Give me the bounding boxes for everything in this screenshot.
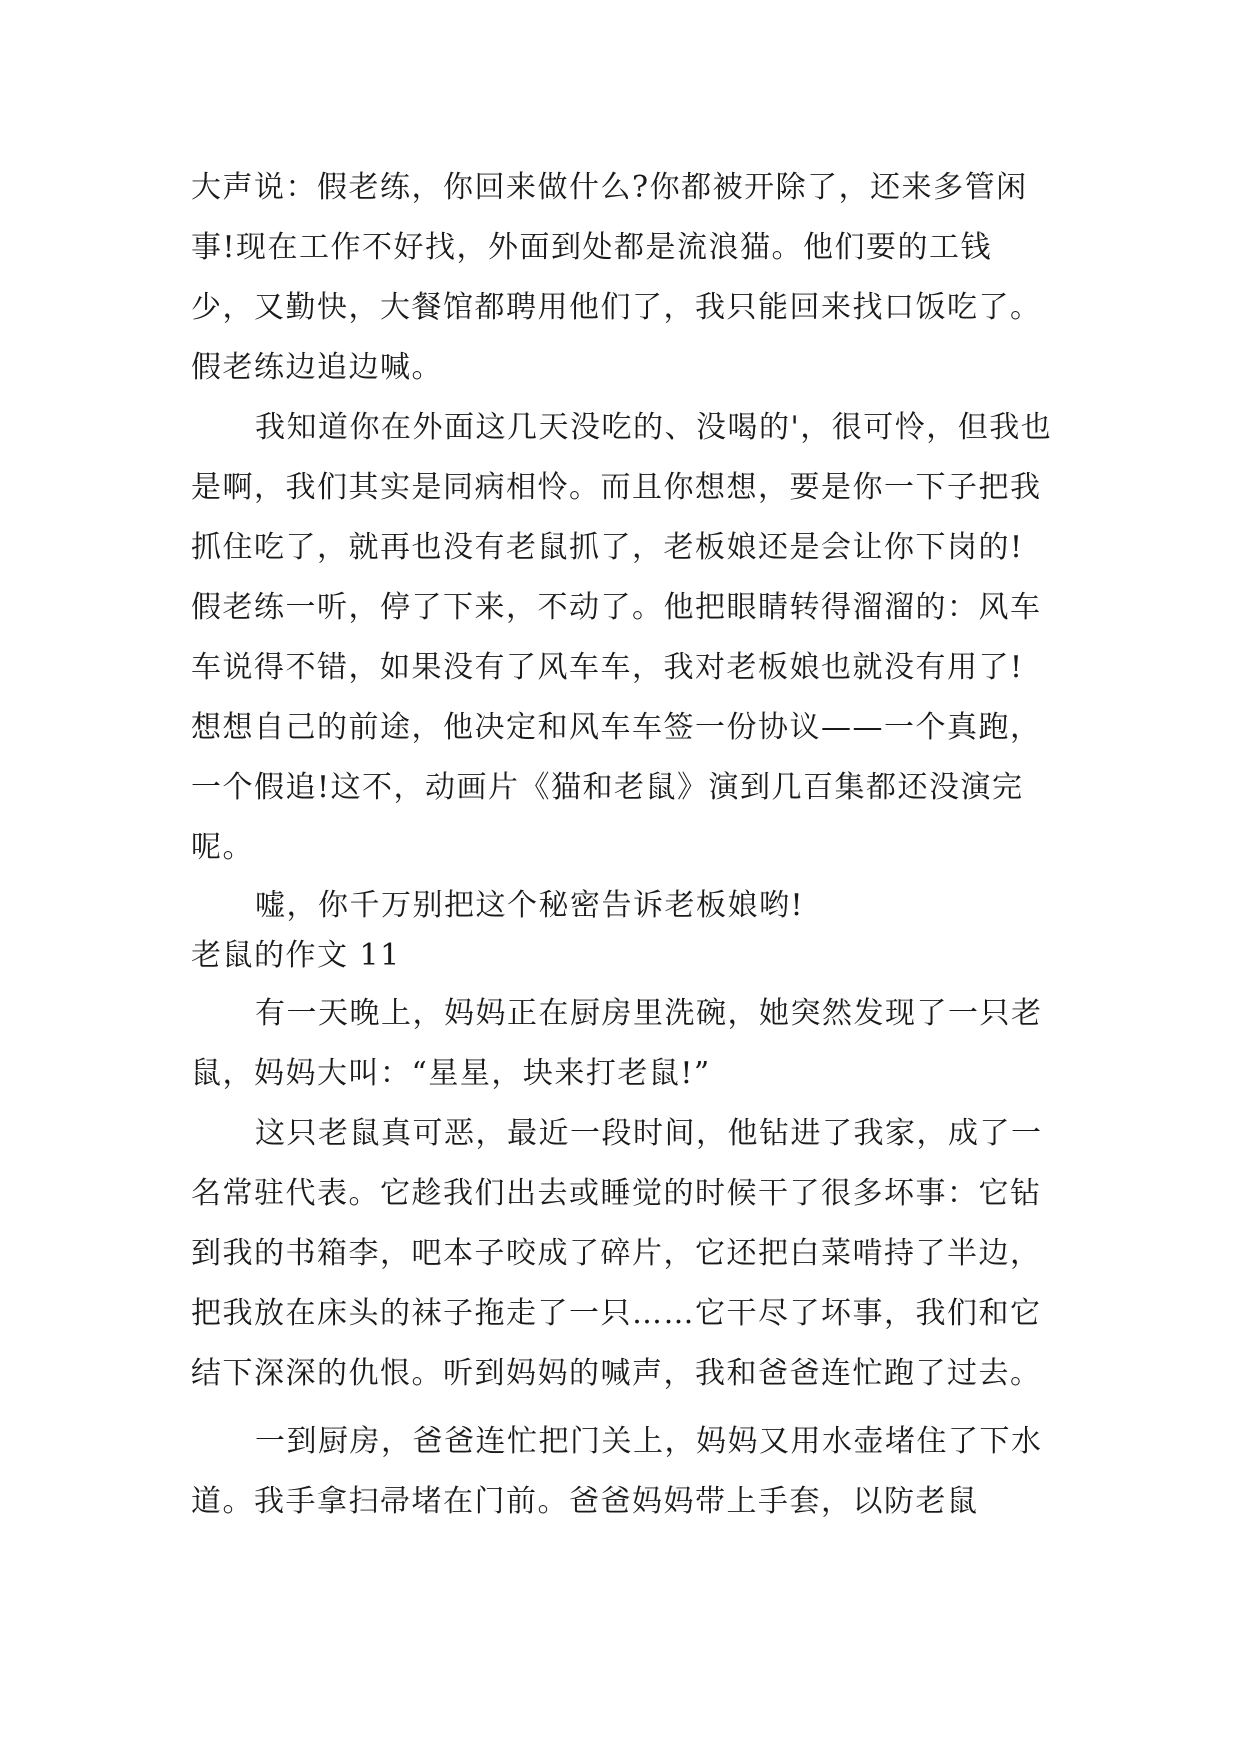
document-page [191,158,1053,1532]
section-title: 老鼠的作文 11 [191,938,401,973]
paragraph: 一到厨房，爸爸连忙把门关上，妈妈又用水壶堵住了下水道。我手拿扫帚堵在门前。爸爸妈妈带上手套，以防老鼠 [191,1424,1043,1519]
paragraph: 有一天晚上，妈妈正在厨房里洗碗，她突然发现了一只老鼠，妈妈大叫：“星星，块来打老鼠!” [191,996,1043,1091]
paragraph: 大声说：假老练，你回来做什么?你都被开除了，还来多管闲事!现在工作不好找，外面到处都是流浪猫。他们要的工钱少，又勤快，大餐馆都聘用他们了，我只能回来找口饭吃了。假老练边追边喊。 [191,170,1042,385]
paragraph: 我知道你在外面这几天没吃的、没喝的'，很可怜，但我也是啊，我们其实是同病相怜。而且你想想，要是你一下子把我抓住吃了，就再也没有老鼠抓了，老板娘还是会让你下岗的!假老练一听，停了下来，不动了。他把眼睛转得溜溜的：风车车说得不错，如果没有了风车车，我对老板娘也就没有用了!想想自己的前途，他决定和风车车签一份协议——一个真跑，一个假追!这不，动画片《猫和老鼠》演到几百集都还没演完呢。 [191,410,1053,865]
paragraph: 嘘，你千万别把这个秘密告诉老板娘哟! [255,888,805,923]
paragraph: 这只老鼠真可恶，最近一段时间，他钻进了我家，成了一名常驻代表。它趁我们出去或睡觉的时候干了很多坏事：它钻到我的书箱李，吧本子咬成了碎片，它还把白菜啃持了半边，把我放在床头的袜子拖走了一只……它干尽了坏事，我们和它结下深深的仇恨。听到妈妈的喊声，我和爸爸连忙跑了过去。 [191,1116,1043,1391]
